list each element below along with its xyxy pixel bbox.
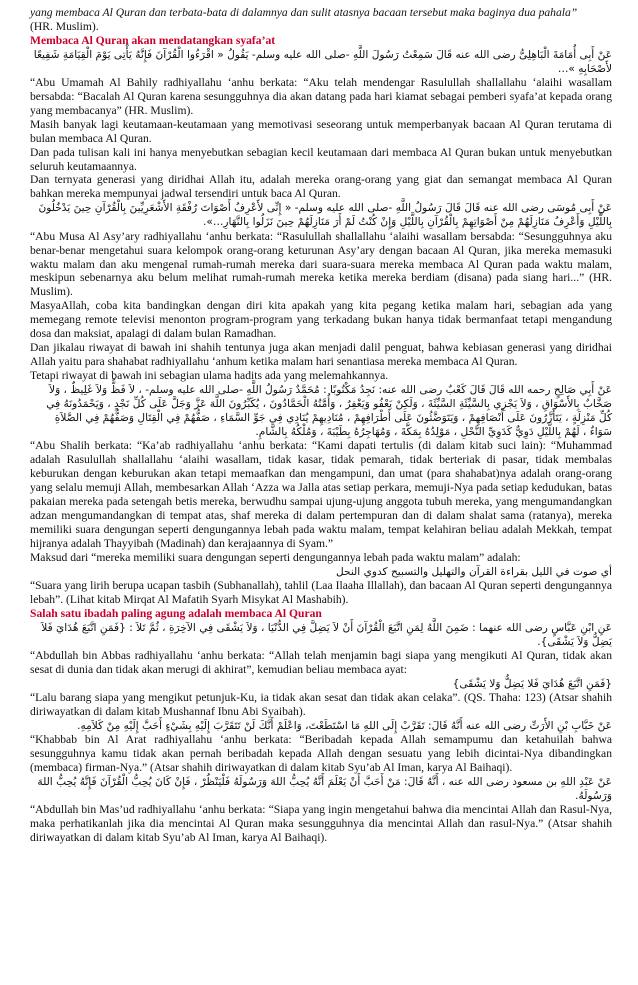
hadith-5-arabic: عَنْ خَبَّابِ بْنِ الأَرَتِّ رضى الله عنه أَنَّهُ قَالَ: تَقَرَّبْ إِلَى اللهِ مَا اسْتَطَعْتَ، وَاعْلَمْ أَنَّكَ لَنْ تَتَقَرَّبَ إِلَيْهِ بِشَيْءٍ أَحَبَّ إِلَيْهِ مِنْ كَلاَمِهِ. [77, 719, 612, 732]
hadith-3-arabic: عَنْ أَبِي صَالِحٍ رحمه الله قَالَ قَالَ كَعْبٌ رضى الله عنه: نَجِدُ مَكْتُوبًا : مُحَمَّدٌ رَسُولُ اللَّهِ -صلى الله عليه وسلم- ، لاَ فَظٌّ وَلاَ غَلِيظٌ ، وَلاَ صَخَّابٌ بِالأَسْوَاقِ ، وَلاَ يَجْزِي بِالسَّيِّئَةِ السَّيِّئَةَ ، وَلَكِنْ يَعْفُو وَيَغْفِرُ ، وَأُمَّتُهُ الْحَمَّادُونَ ، يُكَبِّرُونَ اللَّهَ عَزَّ وَجَلَّ عَلَى كُلِّ نَجْدٍ ، وَيَحْمَدُونَهُ فِي كُلِّ مَنْزِلَةٍ ، يَتَأَزَّرُونَ عَلَى أَنْصَافِهِمْ ، وَيَتَوَضَّئُونَ عَلَى أَطْرَافِهِمْ ، مُنَادِيهِمْ يُنَادِي فِي جَوِّ السَّمَاءِ ، صَفُّهُمْ فِي الْقِتَالِ وَصَفُّهُمْ فِي الصَّلاَةِ سَوَاءٌ ، لَهُمْ بِاللَّيْلِ دَوِيٌّ كَدَوِيِّ النَّحْلِ ، مَوْلِدُهُ بِمَكَّةَ ، وَمُهَاجِرُهُ بِطَيْبَةَ ، وَمُلْكُهُ بِالشَّامِ. [46, 383, 612, 439]
para-riwayat: Dan jikalau riwayat di bawah ini shahih tentunya juga akan menjadi dalil penguat, bahwa kebiasan generasi yang diridhai Allah yaitu para shahabat radhiyallahu ‘anhum ketika malam hari senantiasa mereka membaca Al Quran. [30, 340, 612, 368]
para-ulama: Tetapi riwayat di bawah ini sebagian ulama hadits ada yang melemahkannya. [30, 368, 389, 382]
hadith-6-translation: “Abdullah bin Mas’ud radhiyallahu ‘anhu berkata: “Siapa yang ingin mengetahui bahwa dia mencintai Allah dan Rasul-Nya, maka perhatikanlah jika dia mencintai Al Quran maka sesungguhnya dia mencintai Allah dan rasul-Nya.” (Atsar shahih diriwayatkan di dalam kitab Syu’ab Al Iman, karya Al Baihaqi). [30, 803, 612, 844]
intro-line-2: (HR. Muslim). [30, 19, 99, 33]
document-page [30, 6, 612, 845]
hadith-1-arabic: عَنْ أَبِى أُمَامَةَ الْبَاهِلِىُّ رضى الله عنه قَالَ سَمِعْتُ رَسُولَ اللَّهِ -صلى الله عليه وسلم- يَقُولُ « اقْرَءُوا الْقُرْآنَ فَإِنَّهُ يَأْتِى يَوْمَ الْقِيَامَةِ شَفِيعًا لأَصْحَابِهِ »… [33, 48, 612, 75]
heading-ibadah: Salah satu ibadah paling agung adalah membaca Al Quran [30, 606, 322, 620]
ayat-thaha-translation: “Lalu barang siapa yang mengikut petunjuk-Ku, ia tidak akan sesat dan tidak akan celaka”. (QS. Thaha: 123) (Atsar shahih diriwayatkan di dalam kitab Mushannaf Ibnu Abi Syaibah). [30, 690, 612, 718]
para-keutamaan: Masih banyak lagi keutamaan-keutamaan yang memotivasi seseorang untuk memperbanyak bacaan Al Quran terutama di bulan membaca Al Quran. [30, 117, 612, 145]
arabic-penjelasan: أي صوت في الليل بقراءة القرآن والتهليل والتسبيح كدوي النحل [335, 565, 612, 578]
ayat-thaha-arabic: {فَمَنِ اتَّبَعَ هُدَايَ فَلا يَضِلُّ وَلا يَشْقَى} [452, 677, 612, 690]
hadith-5-translation: “Khabbab bin Al Arat radhiyallahu ‘anhu berkata: “Beribadah kepada Allah semampumu dan ketahuilah bahwa sesungguhnya kamu tidak akan pernah beribadah kepada Allah dengan sesuatu yang lebih dicintai-Nya dibandingkan (membaca) firman-Nya.” (Atsar shahih diriwayatkan di dalam kitab Syu’ab Al Iman, karya Al Baihaqi). [30, 732, 612, 774]
hadith-1-translation: “Abu Umamah Al Bahily radhiyallahu ‘anhu berkata: “Aku telah mendengar Rasulullah shallallahu ‘alaihi wasallam bersabda: “Bacalah Al Quran karena sesungguhnya dia akan datang pada hari kiamat sebagai pemberi syafa’at kepada orang yang membacanya” (HR. Muslim). [30, 76, 612, 117]
hadith-4-arabic: عَنِ ابْنِ عَبَّاسٍ رضى الله عنهما : ضَمِنَ اللَّهُ لِمَنِ اتَّبَعَ الْقُرْآنَ أَنْ لاَ يَضِلَّ فِي الدُّنْيَا ، وَلاَ يَشْقَى فِي الآخِرَةِ ، ثُمَّ تَلاَ : {فَمَنِ اتَّبَعَ هُدَايَ فَلاَ يَضِلُّ وَلاَ يَشْقَى}. [41, 621, 612, 648]
heading-syafaat: Membaca Al Quran akan mendatangkan syafa’at [30, 33, 276, 47]
para-maksud: Maksud dari “mereka memiliki suara dengungan seperti dengungannya lebah pada waktu malam” adalah: [30, 550, 521, 564]
para-tulisan: Dan pada tulisan kali ini hanya menyebutkan sebagian kecil keutamaan dari membaca Al Quran bukan untuk menyebutkan seluruh keutamaannya. [30, 145, 612, 173]
para-suara-tasbih: “Suara yang lirih berupa ucapan tasbih (Subhanallah), tahlil (Laa Ilaaha Illallah), dan bacaan Al Quran seperti dengungannya lebah”. (Lihat kitab Mirqat Al Mafatih Syarh Misykat Al Mashabih). [30, 578, 612, 606]
hadith-2-translation: “Abu Musa Al Asy’ary radhiyallahu ‘anhu berkata: “Rasulullah shallallahu ‘alaihi wasallam bersabda: “Sesungguhnya aku benar-benar mengetahui suara kelompok orang-orang keturunan Asy’ary dengan bacaan Al Quran, jika mereka memasuki waktu malam dan aku mengenal rumah-rumah mereka dari suara-suara mereka membaca Al Quran pada waktu malam, meskipun sebenarnya aku belum melihat rumah-rumah mereka ketika mereka berdiam (disana) pada siang hari...” (HR. Muslim). [30, 229, 612, 299]
para-masya-allah: MasyaAllah, coba kita bandingkan dengan diri kita apakah yang kita pegang ketika malam hari, sebagian ada yang memegang remote televisi menonton program-program yang terkadang bukan hanya tidak bermanfaat tetapi mengandung dosa dan maksiat, apalagi di dalam bulan Ramadhan. [30, 299, 612, 341]
para-semangat: Dan ternyata generasi yang diridhai Allah itu, adalah mereka orang-orang yang giat dan semangat membaca Al Quran bahkan mereka mempunyai jadwal tersendiri untuk baca Al Quran. [30, 173, 612, 201]
hadith-3-translation: “Abu Shalih berkata: “Ka’ab radhiyallahu ‘anhu berkata: “Kami dapati tertulis (di dalam kitab suci lain): “Muhammad adalah Rasulullah shallallahu ‘alaihi wasallam, tidak kasar, tidak pemarah, tidak berteriak di pasar, tidak membalas keburukan dengan keburukan akan tetapi memaafkan dan mengampuni, dan umat (para shahabat)nya adalah orang-orang yang selalu memuji Allah, membesarkan Allah ‘Azza wa Jalla atas setiap perkara, memuji-Nya pada setiap kedudukan, batas pakaian mereka pada setengah betis mereka, berwudhu sampai ujung-ujung anggota tubuh mereka, yang mengumandangkan adzan mengumandangkan di tempat atas, shaf mereka di dalam pertempuran dan di dalam shalat sama (ratanya), mereka memiliki suara dengungan seperti dengungannya lebah pada waktu malam, tempat kelahiran beliau adalah Mekkah, tempat hijranya adalah Thayyibah (Madinah) dan kerajaannya di Syam.” [30, 439, 612, 550]
hadith-2-arabic: عَنْ أَبِى مُوسَى رضى الله عنه قَالَ قَالَ رَسُولُ اللَّهِ -صلى الله عليه وسلم- « إِنِّى لأَعْرِفُ أَصْوَاتَ رُفْقَةِ الأَشْعَرِيِّينَ بِالْقُرْآنِ حِينَ يَدْخُلُونَ بِاللَّيْلِ وَأَعْرِفُ مَنَازِلَهُمْ مِنْ أَصْوَاتِهِمْ بِالْقُرْآنِ بِاللَّيْلِ وَإِنْ كُنْتُ لَمْ أَرَ مَنَازِلَهُمْ حِينَ نَزَلُوا بِالنَّهَارِ…». [38, 202, 612, 229]
hadith-4-translation: “Abdullah bin Abbas radhiyallahu ‘anhu berkata: “Allah telah menjamin bagi siapa yang mengikuti Al Quran, tidak akan sesat di dunia dan tidak akan merugi di akhirat”, kemudian beliau membaca ayat: [30, 648, 612, 676]
hadith-6-arabic: عَنْ عَبْدِ اللهِ بن مسعود رضى الله عنه ، أَنَّهُ قَالَ: مَنْ أَحَبَّ أَنْ يَعْلَمَ أَنَّهُ يُحِبُّ اللهَ وَرَسُولَهُ فَلْيَنْظُرْ ، فَإِنْ كَانَ يُحِبُّ الْقُرْآنَ فَإِنَّهُ يُحِبُّ اللهَ وَرَسُولَهُ. [37, 775, 612, 802]
intro-line-1: yang membaca Al Quran dan terbata-bata di dalamnya dan sulit atasnya bacaan tersebut maka baginya dua pahala” [30, 6, 578, 19]
